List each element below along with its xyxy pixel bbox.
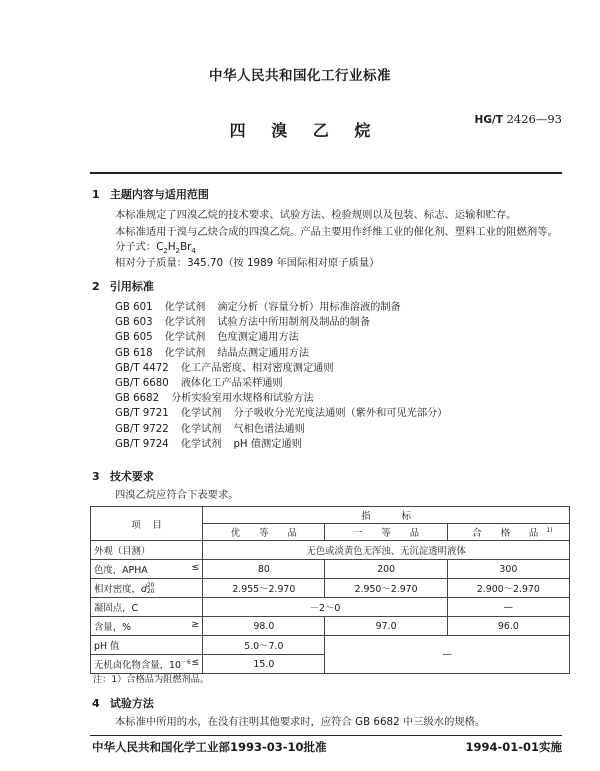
standard-code-prefix: HG/T bbox=[474, 114, 503, 126]
cell-value: — bbox=[325, 636, 570, 674]
ref-code: GB 603 bbox=[115, 317, 153, 329]
reference-item bbox=[115, 346, 447, 361]
section-1-heading bbox=[92, 186, 209, 202]
section-number: 4 bbox=[92, 697, 100, 710]
grade-header-3 bbox=[447, 524, 569, 541]
reference-item bbox=[115, 330, 447, 345]
ref-code: GB/T 4472 bbox=[115, 362, 169, 374]
ref-title: 色度测定通用方法 bbox=[217, 332, 299, 344]
ref-title: 分析实验室用水规格和试验方法 bbox=[171, 393, 314, 405]
grade-header-text: 一 等 品 bbox=[353, 528, 428, 539]
table-header-row bbox=[91, 507, 570, 524]
reference-item bbox=[115, 300, 447, 315]
ref-code: GB 601 bbox=[115, 302, 153, 313]
halide-exponent: －6 bbox=[180, 658, 191, 666]
density-sup: 20 bbox=[146, 582, 155, 590]
cell-value: 2.900～2.970 bbox=[447, 579, 569, 598]
comparison-symbol: ≤ bbox=[191, 562, 200, 573]
table-row bbox=[91, 617, 570, 636]
cell-value: 96.0 bbox=[447, 617, 569, 636]
cell-value: 98.0 bbox=[203, 617, 325, 636]
reference-item bbox=[115, 361, 447, 376]
cell-value: 200 bbox=[325, 560, 447, 579]
ref-category: 化学试剂 bbox=[164, 332, 206, 344]
table-row bbox=[91, 541, 570, 560]
header-rule bbox=[90, 172, 562, 174]
row-label: 相对密度， bbox=[94, 583, 141, 595]
reference-item bbox=[115, 422, 447, 437]
section-title: 试验方法 bbox=[109, 697, 154, 710]
formula-label: 分子式： bbox=[115, 241, 157, 253]
section-number: 3 bbox=[92, 470, 100, 483]
comparison-symbol: ≥ bbox=[191, 619, 200, 630]
item-header bbox=[91, 507, 203, 541]
s1-paragraph-2: 本标准适用于溴与乙炔合成的四溴乙烷。产品主要用作纤维工业的催化剂、塑料工业的阻燃剂等。 bbox=[115, 226, 558, 238]
spec-table bbox=[90, 506, 570, 674]
implementation-date: 1994-01-01实施 bbox=[465, 740, 562, 754]
section-number: 1 bbox=[92, 188, 100, 201]
s1-formula: 分子式：$C_2H_2Br_4$ bbox=[115, 241, 196, 256]
reference-item bbox=[115, 376, 447, 391]
s3-intro: 四溴乙烷应符合下表要求。 bbox=[115, 489, 239, 501]
section-2-heading bbox=[92, 278, 154, 294]
section-title: 技术要求 bbox=[109, 470, 154, 483]
row-label: pH 值 bbox=[91, 636, 203, 655]
reference-item bbox=[115, 315, 447, 330]
row-label: 色度，APHA bbox=[94, 565, 148, 576]
ref-category: 化学试剂 bbox=[164, 347, 206, 359]
ref-code: GB 6682 bbox=[115, 393, 160, 405]
reference-list bbox=[115, 300, 447, 452]
section-title: 主题内容与适用范围 bbox=[109, 188, 209, 201]
grade-header-text: 合 格 品 bbox=[472, 528, 547, 539]
table-note: 注：1）合格品为阻燃剂品。 bbox=[93, 674, 210, 685]
ref-code: GB/T 6680 bbox=[115, 377, 169, 389]
row-label-cell bbox=[91, 579, 203, 598]
cell-value: 80 bbox=[203, 560, 325, 579]
ref-category: 化学试剂 bbox=[180, 438, 222, 450]
cell-value: — bbox=[447, 598, 569, 617]
s1-paragraph-1: 本标准规定了四溴乙烷的技术要求、试验方法、检验规则以及包装、标志、运输和贮存。 bbox=[115, 209, 517, 221]
table-row bbox=[91, 560, 570, 579]
cell-value: 300 bbox=[447, 560, 569, 579]
row-label: 凝固点，C bbox=[91, 598, 203, 617]
ref-code: GB 618 bbox=[115, 347, 153, 359]
ref-category: 化学试剂 bbox=[164, 317, 206, 329]
item-header-text: 项 目 bbox=[131, 519, 162, 531]
ref-title: 滴定分析（容量分析）用标准溶液的制备 bbox=[217, 302, 401, 313]
grade-footnote-mark: 1) bbox=[546, 526, 553, 534]
row-label: 外观（目测） bbox=[91, 541, 203, 560]
table-row bbox=[91, 636, 570, 655]
ref-title: 分子吸收分光光度法通则（紫外和可见光部分） bbox=[233, 408, 448, 420]
ref-title: 试验方法中所用制剂及制品的制备 bbox=[217, 317, 371, 329]
cell-value: 5.0～7.0 bbox=[203, 636, 325, 655]
cell-value: 无色或淡黄色无浑浊、无沉淀透明液体 bbox=[203, 541, 570, 560]
reference-item bbox=[115, 406, 447, 421]
density-sub: 20 bbox=[146, 588, 155, 596]
row-label: 含量，% bbox=[94, 622, 132, 633]
density-indices bbox=[147, 583, 155, 595]
row-label: 无机卤化物含量，10 bbox=[94, 660, 181, 672]
index-header bbox=[203, 507, 570, 524]
s1-molecular-mass: 相对分子质量：345.70（按 1989 年国际相对原子质量） bbox=[115, 257, 380, 269]
footer-rule bbox=[90, 735, 562, 736]
grade-header-1 bbox=[203, 524, 325, 541]
cell-value: 15.0 bbox=[203, 655, 325, 674]
ref-title: 化工产品密度、相对密度测定通则 bbox=[180, 362, 334, 374]
ref-category: 化学试剂 bbox=[164, 302, 206, 313]
cell-value: －2～0 bbox=[203, 598, 448, 617]
density-symbol: d bbox=[140, 583, 147, 595]
comparison-symbol: ≤ bbox=[191, 656, 200, 668]
ref-title: 结晶点测定通用方法 bbox=[217, 347, 310, 359]
s4-paragraph-1: 本标准中所用的水，在没有注明其他要求时，应符合 GB 6682 中三级水的规格。 bbox=[115, 716, 486, 728]
grade-header-2 bbox=[325, 524, 447, 541]
row-label-cell bbox=[91, 617, 203, 636]
section-3-heading bbox=[92, 468, 154, 484]
approval-text: 中华人民共和国化学工业部1993-03-10批准 bbox=[92, 740, 327, 754]
table-row bbox=[91, 579, 570, 598]
ref-code: GB/T 9722 bbox=[115, 423, 169, 435]
section-title: 引用标准 bbox=[109, 280, 154, 293]
page-title: 四 溴 乙 烷 bbox=[229, 121, 381, 140]
ref-category: 化学试剂 bbox=[180, 423, 222, 435]
standard-code-number: 2426—93 bbox=[506, 112, 562, 126]
ref-title: pH 值测定通则 bbox=[233, 438, 302, 450]
table-row bbox=[91, 598, 570, 617]
reference-item bbox=[115, 391, 447, 406]
section-number: 2 bbox=[92, 280, 100, 293]
ref-code: GB/T 9724 bbox=[115, 438, 169, 450]
ref-code: GB/T 9721 bbox=[115, 408, 169, 420]
header-org: 中华人民共和国化工行业标准 bbox=[209, 68, 391, 84]
ref-title: 液体化工产品采样通则 bbox=[180, 377, 283, 389]
row-label-cell bbox=[91, 560, 203, 579]
cell-value: 2.950～2.970 bbox=[325, 579, 447, 598]
section-4-heading bbox=[92, 695, 154, 711]
cell-value: 97.0 bbox=[325, 617, 447, 636]
grade-header-text: 优 等 品 bbox=[230, 528, 305, 539]
ref-code: GB 605 bbox=[115, 332, 153, 344]
reference-item bbox=[115, 437, 447, 452]
index-header-text: 指 标 bbox=[361, 511, 425, 522]
ref-title: 气相色谱法通则 bbox=[233, 423, 305, 435]
ref-category: 化学试剂 bbox=[180, 408, 222, 420]
cell-value: 2.955～2.970 bbox=[203, 579, 325, 598]
